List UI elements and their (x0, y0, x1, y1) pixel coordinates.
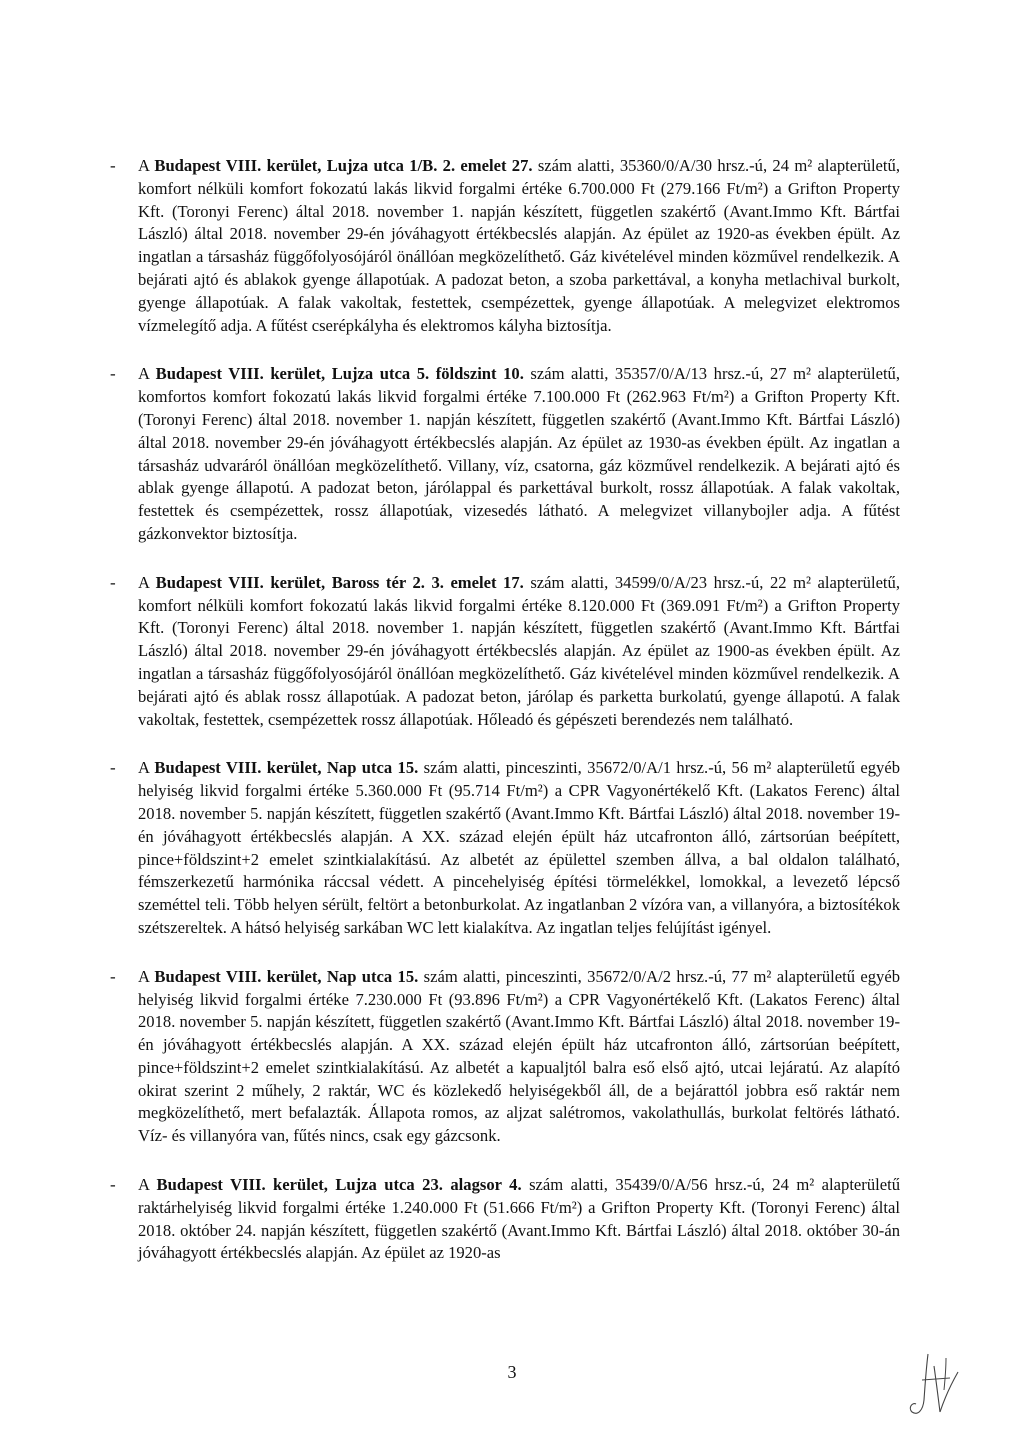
entry-address: Budapest VIII. kerület, Nap utca 15. (154, 758, 419, 778)
entry-body: szám alatti, 35439/0/A/56 hrsz.-ú, 24 m² alapterületű raktárhelyiség likvid forgalmi értéke 1.240.000 Ft (51.666 Ft/m²) a Grifton Property Kft. (Toronyi Ferenc) által 2018. október 24. napján készített, független szakértő (Avant.Immo Kft. Bártfai László) által 2018. október 30-án jóváhagyott értékbecslés alapján. Az épület az 1920-as (138, 1175, 900, 1263)
entry-address: Budapest VIII. kerület, Lujza utca 5. földszint 10. (155, 364, 524, 384)
page-number: 3 (507, 1362, 517, 1382)
entry-intro: A (138, 364, 156, 384)
list-dash: - (110, 1175, 116, 1195)
entry-text (138, 757, 900, 939)
entry-text (138, 155, 900, 337)
entry-address: Budapest VIII. kerület, Baross tér 2. 3. emelet 17. (155, 572, 524, 592)
property-entry (110, 155, 900, 337)
entry-body: szám alatti, 34599/0/A/23 hrsz.-ú, 22 m² alapterületű, komfort nélküli komfort fokozatú lakás likvid forgalmi értéke 8.120.000 Ft (369.091 Ft/m²) a Grifton Property Kft. (Toronyi Ferenc) által 2018. november 1. napján készített, független szakértő (Avant.Immo Kft. Bártfai László) által 2018. november 29-én jóváhagyott értékbecslés alapján. Az épület az 1900-as években épült. Az ingatlan a társasház függőfolyosójáról önállóan megközelíthető. Gáz kivételével minden közművel rendelkezik. A bejárati ajtó és ablak rossz állapotúak. A padozat beton, járólap és parketta burkolatú, gyenge állapotú. A falak vakoltak, festettek, csempézettek rossz állapotúak. Hőleadó és gépészeti berendezés nem található. (138, 572, 900, 729)
entry-intro: A (138, 156, 155, 175)
entry-intro: A (138, 758, 155, 778)
entry-body: szám alatti, 35360/0/A/30 hrsz.-ú, 24 m² alapterületű, komfort nélküli komfort fokozatú lakás likvid forgalmi értéke 6.700.000 Ft (279.166 Ft/m²) a Grifton Property Kft. (Toronyi Ferenc) által 2018. november 1. napján készített, független szakértő (Avant.Immo Kft. Bártfai László) által 2018. november 29-én jóváhagyott értékbecslés alapján. Az épület az 1920-as években épült. Az ingatlan a társasház függőfolyosójáról önállóan megközelíthető. Gáz kivételével minden közművel rendelkezik. A bejárati ajtó és ablakok gyenge állapotúak. A padozat beton, a szoba parkettával, a konyha metlachival burkolt, gyenge állapotúak. A falak vakoltak, festettek, csempézettek, gyenge állapotúak. A melegvizet elektromos vízmelegítő adja. A fűtést cserépkályha és elektromos kályha biztosítja. (138, 156, 900, 335)
property-entry (110, 363, 900, 545)
entry-body: szám alatti, pinceszinti, 35672/0/A/2 hrsz.-ú, 77 m² alapterületű egyéb helyiség likvid forgalmi értéke 7.230.000 Ft (93.896 Ft/m²) a CPR Vagyonértékelő Kft. (Lakatos Ferenc) által 2018. november 5. napján készített, független szakértő (Avant.Immo Kft. Bártfai László) által 2018. november 19-én jóváhagyott értékbecslés alapján. A XX. század elején épült ház utcafronton álló, zártsorúan beépített, pince+földszint+2 emelet szintkialakítású. Az albetét a kapualjtól balra eső első ajtó, utcai lejáratú. Az alapító okirat szerint 2 műhely, 2 raktár, WC és közlekedő helyiségekből áll, de a bejárattól jobbra eső raktár nem megközelíthető, mert befalazták. Állapota romos, az aljzat salétromos, vakolathullás, burkolat feltörés látható. Víz- és villanyóra van, fűtés nincs, csak egy gázcsonk. (138, 966, 900, 1146)
entry-address: Budapest VIII. kerület, Nap utca 15. (154, 966, 419, 986)
entry-intro: A (138, 966, 155, 986)
entry-text (138, 1174, 900, 1265)
entry-body: szám alatti, 35357/0/A/13 hrsz.-ú, 27 m² alapterületű, komfortos komfort fokozatú lakás likvid forgalmi értéke 7.100.000 Ft (262.963 Ft/m²) a Grifton Property Kft. (Toronyi Ferenc) által 2018. november 1. napján készített, független szakértő (Avant.Immo Kft. Bártfai László) által 2018. november 29-én jóváhagyott értékbecslés alapján. Az épület az 1930-as években épült. Az ingatlan a társasház udvaráról önállóan megközelíthető. Villany, víz, csatorna, gáz közművel rendelkezik. A bejárati ajtó és ablak gyenge állapotú. A padozat beton, járólappal és parkettával burkolt, rossz állapotúak. A falak vakoltak, festettek és csempézettek, rossz állapotúak, vizesedés látható. A melegvizet villanybojler adja. A fűtést gázkonvektor biztosítja. (138, 364, 900, 543)
property-list (110, 155, 900, 1291)
property-entry (110, 1174, 900, 1265)
property-entry (110, 572, 900, 732)
entry-intro: A (138, 1175, 157, 1195)
list-dash: - (110, 966, 116, 986)
entry-text (138, 572, 900, 732)
property-entry (110, 757, 900, 939)
entry-address: Budapest VIII. kerület, Lujza utca 23. alagsor 4. (156, 1175, 522, 1195)
entry-intro: A (138, 572, 156, 592)
list-dash: - (110, 758, 116, 778)
list-dash: - (110, 572, 116, 592)
signature-mark (898, 1350, 968, 1422)
list-dash: - (110, 364, 116, 384)
entry-body: szám alatti, pinceszinti, 35672/0/A/1 hrsz.-ú, 56 m² alapterületű egyéb helyiség likvid forgalmi értéke 5.360.000 Ft (95.714 Ft/m²) a CPR Vagyonértékelő Kft. (Lakatos Ferenc) által 2018. november 5. napján készített, független szakértő (Avant.Immo Kft. Bártfai László) által 2018. november 19-én jóváhagyott értékbecslés alapján. A XX. század elején épült ház utcafronton álló, zártsorúan beépített, pince+földszint+2 emelet szintkialakítású. Az albetét az épülettel szemben állva, a bal oldalon található, fémszerkezetű harmónika ráccsal védett. A pincehelyiség építési törmelékkel, lomokkal, a levezető lépcső szeméttel teli. Több helyen sérült, feltört a betonburkolat. Az ingatlanban 2 vízóra van, a villanyóra, a biztosítékok szétszereltek. A hátsó helyiség sarkában WC lett kialakítva. Az ingatlan teljes felújítást igényel. (138, 758, 900, 937)
entry-text (138, 966, 900, 1148)
property-entry (110, 966, 900, 1148)
entry-text (138, 363, 900, 545)
list-dash: - (110, 156, 116, 175)
entry-address: Budapest VIII. kerület, Lujza utca 1/B. 2. emelet 27. (154, 156, 533, 175)
